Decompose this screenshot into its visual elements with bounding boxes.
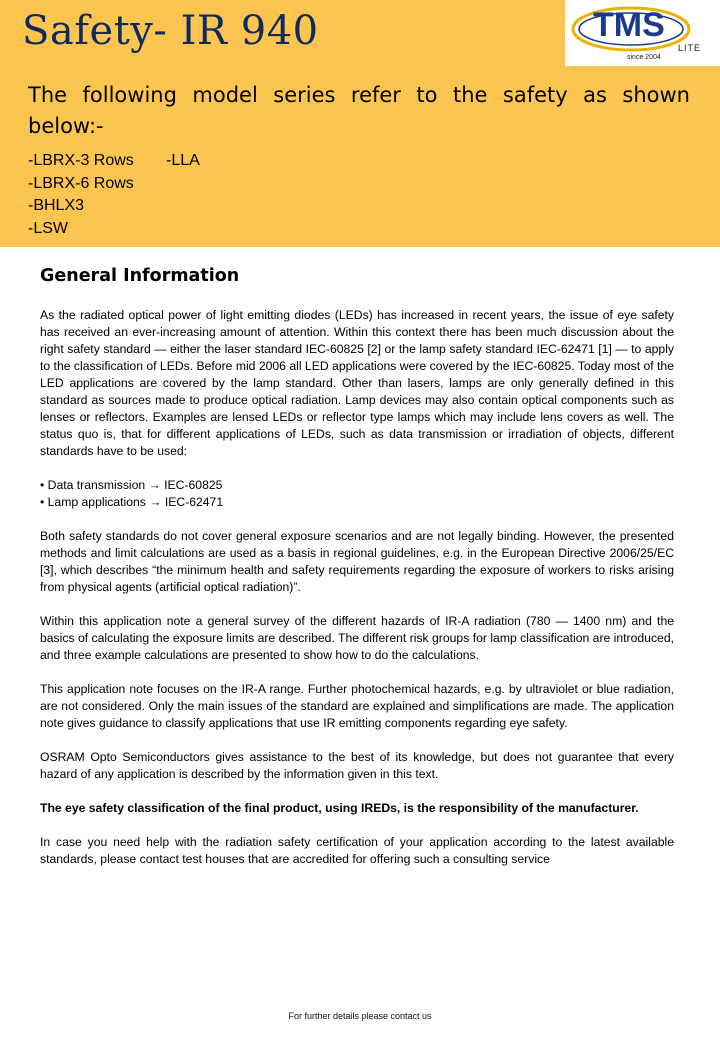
model-item: -BHLX3 — [28, 197, 85, 214]
paragraph: As the radiated optical power of light emitting diodes (LEDs) has increased in recent years, the issue of eye safety has received an ever-increasing amount of attention. Within this context there has been much discussion about the right safety standard — either the laser standard IEC-60825 [2] or the lamp safety standard IEC-62471 [1] — to apply to the classification of LEDs. Before mid 2006 all LED applications were covered by the IEC-60825. Today most of the LED applications are covered by the lamp standard. Other than lasers, lamps are only generally defined in this standard as sources made to produce optical radiation. Lamp devices may also contain optical components such as lenses or reflectors. Examples are lensed LEDs or reflector type lamps which may include lens covers as well. The status quo is, that for different applications of LEDs, such as data transmission or irradiation of objects, different standards have to be used: — [40, 308, 674, 458]
bullet-item: • Data transmission → IEC-60825 — [40, 478, 223, 492]
paragraph: Both safety standards do not cover general exposure scenarios and are not legally binding. However, the presented methods and limit calculations are used as a basis in regional guidelines, e.g. in the European Directive 2006/25/EC [3], which describes “the minimum health and safety requirements regarding the exposure of workers to risks arising from physical agents (artificial optical radiation)”. — [40, 529, 674, 594]
model-row — [28, 218, 328, 241]
model-row — [28, 195, 328, 218]
section-heading: General Information — [40, 266, 240, 286]
model-item: -LBRX-6 Rows — [28, 174, 134, 192]
model-row — [28, 173, 328, 196]
standards-bullet-list — [40, 477, 674, 511]
footer-contact: For further details please contact us — [288, 1011, 432, 1021]
main-content — [40, 265, 674, 885]
paragraph: In case you need help with the radiation safety certification of your application according to the latest available standards, please contact test houses that are accredited for offering such a consulting service — [40, 835, 674, 866]
model-row — [28, 150, 328, 173]
logo-brand-text: TMS — [593, 6, 665, 44]
paragraph: Within this application note a general survey of the different hazards of IR-A radiation (780 — 1400 nm) and the basics of calculating the exposure limits are described. The different risk groups for lamp classification are introduced, and three example calculations are presented to show how to do the calculations. — [40, 614, 674, 662]
model-list — [28, 150, 328, 240]
header-banner — [0, 0, 720, 247]
model-item: -LSW — [28, 219, 68, 237]
paragraph: This application note focuses on the IR-A range. Further photochemical hazards, e.g. by ultraviolet or blue radiation, are not considered. Only the main issues of the standard are explained and simplifications are made. The application note gives guidance to classify applications that use IR emitting components regarding eye safety. — [40, 682, 674, 730]
paragraph: OSRAM Opto Semiconductors gives assistance to the best of its knowledge, but does not guarantee that every hazard of any application is described by the information given in this text. — [40, 750, 674, 781]
intro-text: The following model series refer to the safety as shown below:- — [28, 83, 690, 138]
tms-lite-logo — [565, 0, 720, 66]
page-title: Safety- IR 940 — [22, 8, 319, 54]
bullet-item: • Lamp applications → IEC-62471 — [40, 495, 224, 509]
logo-since-text: since 2004 — [627, 54, 661, 61]
model-item: -LBRX-3 Rows — [28, 152, 134, 169]
responsibility-note: The eye safety classification of the final product, using IREDs, is the responsibility of the manufacturer. — [40, 801, 639, 815]
logo-sub-text: LITE — [678, 43, 702, 53]
model-item: -LLA — [166, 152, 200, 169]
